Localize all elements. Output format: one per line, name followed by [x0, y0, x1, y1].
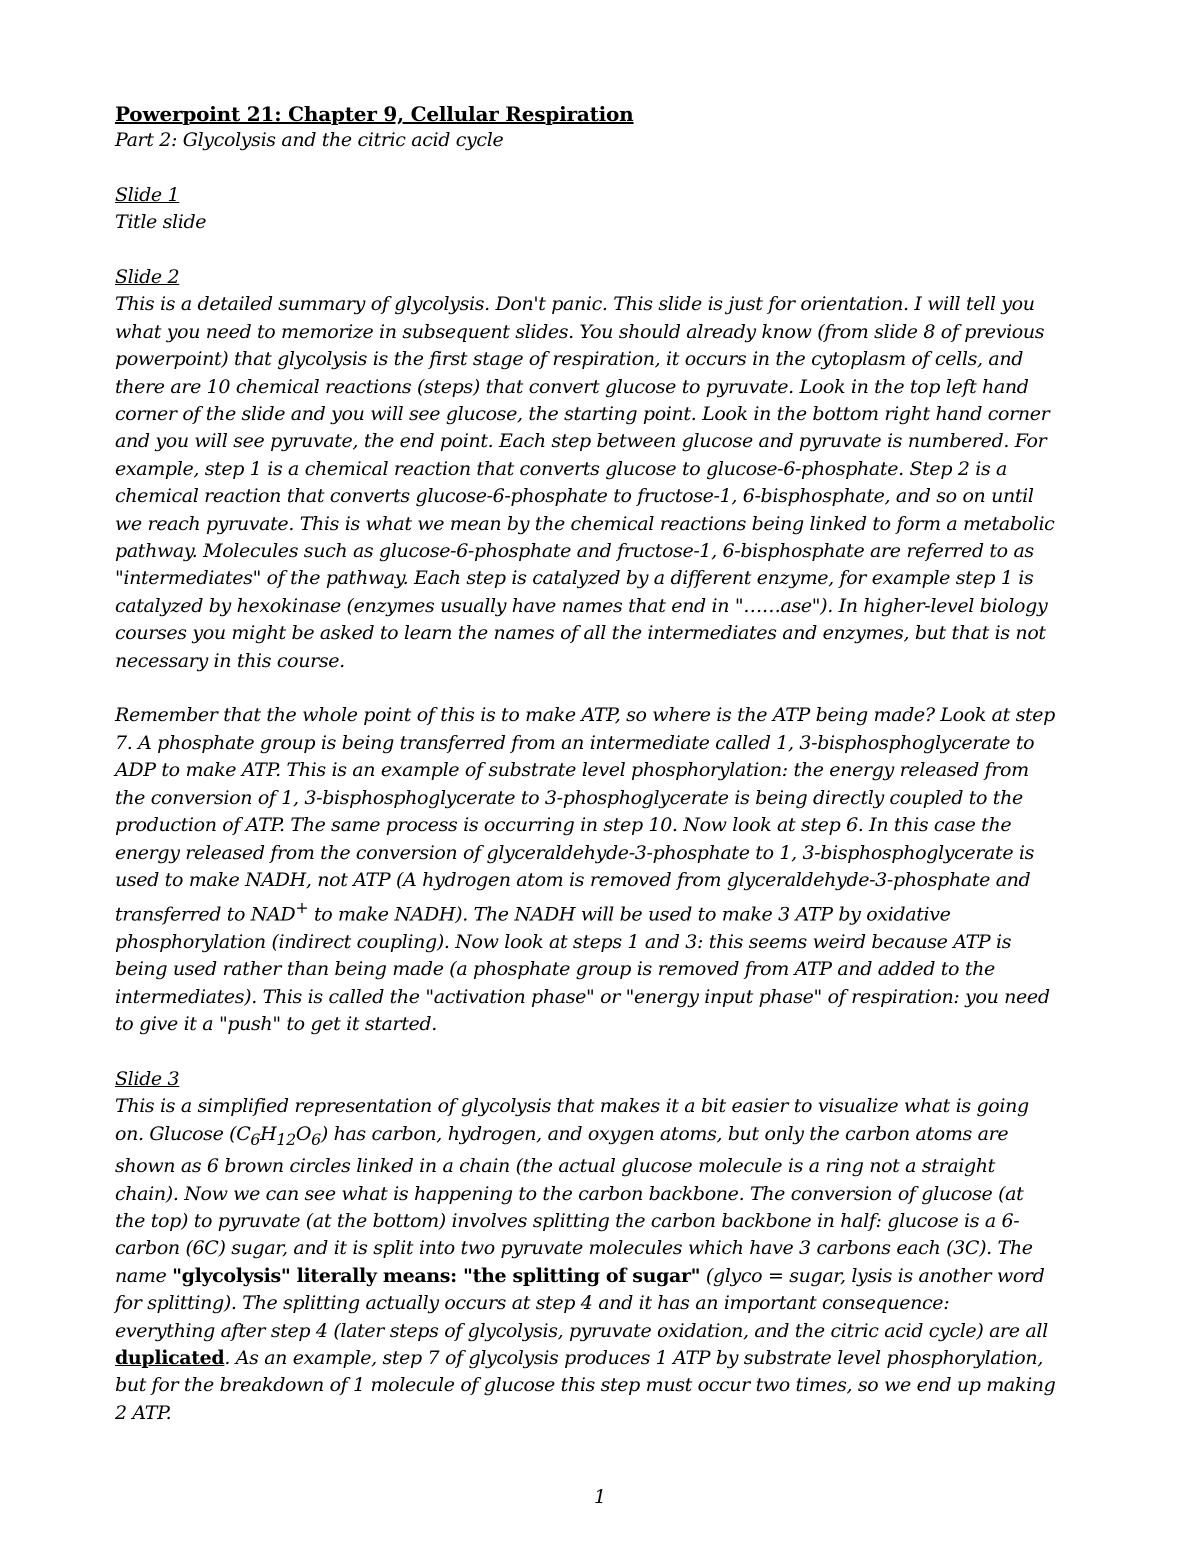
slide-2-paragraph-2 [115, 702, 1090, 1038]
slide-2-heading: Slide 2 [115, 266, 180, 288]
blank-line [115, 1039, 1090, 1066]
text-run: (glyco = sugar, lysis is another word [700, 1264, 1045, 1287]
paragraph-line: ADP to make ATP. This is an example of substrate level phosphorylation: the energy released from [115, 759, 1029, 782]
paragraph-line: phosphorylation (indirect coupling). Now look at steps 1 and 3: this seems weird because ATP is [115, 931, 1012, 954]
text-run: H [260, 1122, 277, 1145]
bold-underlined-emphasis: duplicated [115, 1346, 225, 1369]
paragraph-line: courses you might be asked to learn the names of all the intermediates and enzymes, but that is not [115, 622, 1046, 645]
paragraph-line: used to make NADH, not ATP (A hydrogen atom is removed from glyceraldehyde-3-phosphate and [115, 868, 1031, 891]
paragraph-line: This is a detailed summary of glycolysis. Don't panic. This slide is just for orientation. I will tell you [115, 293, 1035, 316]
paragraph-line: energy released from the conversion of glyceraldehyde-3-phosphate to 1, 3-bisphosphoglycerate is [115, 841, 1035, 864]
text-run: ) has carbon, hydrogen, and oxygen atoms, but only the carbon atoms are [320, 1122, 1009, 1145]
paragraph-line: pathway. Molecules such as glucose-6-phosphate and fructose-1, 6-bisphosphate are referred to as [115, 540, 1034, 563]
paragraph-line-nad [115, 894, 1090, 929]
blank-line [115, 154, 1090, 181]
text-run: on. Glucose (C [115, 1122, 251, 1145]
paragraph-line: the top) to pyruvate (at the bottom) involves splitting the carbon backbone in half: glucose is a 6- [115, 1209, 1020, 1232]
paragraph-line: what you need to memorize in subsequent slides. You should already know (from slide 8 of previous [115, 320, 1045, 343]
paragraph-line: necessary in this course. [115, 649, 345, 672]
document-page [115, 101, 1090, 1427]
paragraph-line: everything after step 4 (later steps of glycolysis, pyruvate oxidation, and the citric acid cycle) are all [115, 1319, 1048, 1342]
paragraph-line: 7. A phosphate group is being transferred from an intermediate called 1, 3-bisphosphoglycerate to [115, 731, 1035, 754]
document-title: Powerpoint 21: Chapter 9, Cellular Respiration [115, 102, 634, 126]
paragraph-line: and you will see pyruvate, the end point. Each step between glucose and pyruvate is numbered. For [115, 430, 1047, 453]
slide-3-heading: Slide 3 [115, 1068, 180, 1091]
paragraph-line: intermediates). This is called the "activation phase" or "energy input phase" of respiration: you need [115, 985, 1050, 1008]
document-subtitle: Part 2: Glycolysis and the citric acid cycle [115, 129, 504, 151]
paragraph-line: This is a simplified representation of glycolysis that makes it a bit easier to visualize what is going [115, 1095, 1029, 1118]
paragraph-line: catalyzed by hexokinase (enzymes usually have names that end in "……ase"). In higher-level biology [115, 594, 1048, 617]
slide-1-heading: Slide 1 [115, 183, 180, 206]
superscript-plus: + [295, 898, 309, 918]
paragraph-line: production of ATP. The same process is occurring in step 10. Now look at step 6. In this case the [115, 814, 1012, 837]
paragraph-line: powerpoint) that glycolysis is the first stage of respiration, it occurs in the cytoplasm of cells, and [115, 348, 1024, 371]
paragraph-line: "intermediates" of the pathway. Each step is catalyzed by a different enzyme, for example step 1 is [115, 567, 1034, 590]
paragraph-line: Remember that the whole point of this is to make ATP, so where is the ATP being made? Look at step [115, 704, 1055, 727]
paragraph-line: to give it a "push" to get it started. [115, 1013, 437, 1036]
text-run: to make NADH). The NADH will be used to make 3 ATP by oxidative [308, 903, 951, 926]
paragraph-line: we reach pyruvate. This is what we mean by the chemical reactions being linked to form a metabolic [115, 512, 1055, 535]
slide-2-paragraph-1 [115, 291, 1090, 675]
slide-1-text: Title slide [115, 211, 207, 234]
slide-3-paragraph [115, 1093, 1090, 1427]
paragraph-line: being used rather than being made (a phosphate group is removed from ATP and added to the [115, 958, 995, 981]
paragraph-line-glucose-formula [115, 1121, 1090, 1153]
paragraph-line: chain). Now we can see what is happening to the carbon backbone. The conversion of glucose (at [115, 1182, 1024, 1205]
paragraph-line: carbon (6C) sugar, and it is split into two pyruvate molecules which have 3 carbons each (3C). The [115, 1237, 1033, 1260]
text-run: O [295, 1122, 312, 1145]
paragraph-line: the conversion of 1, 3-bisphosphoglycerate to 3-phosphoglycerate is being directly coupled to the [115, 786, 1023, 809]
text-run: name [115, 1264, 173, 1287]
page-number: 1 [593, 1486, 607, 1508]
blank-line [115, 237, 1090, 264]
text-run: . As an example, step 7 of glycolysis produces 1 ATP by substrate level phosphorylation, [224, 1346, 1043, 1369]
paragraph-line: but for the breakdown of 1 molecule of glucose this step must occur two times, so we end up making [115, 1374, 1056, 1397]
subscript: 6 [311, 1129, 321, 1149]
paragraph-line-glycolysis-meaning [115, 1263, 1090, 1290]
paragraph-line: example, step 1 is a chemical reaction that converts glucose to glucose-6-phosphate. Step 2 is a [115, 457, 1008, 480]
paragraph-line: for splitting). The splitting actually occurs at step 4 and it has an important consequence: [115, 1292, 950, 1315]
paragraph-line: 2 ATP. [115, 1401, 172, 1424]
text-run: transferred to NAD [115, 903, 296, 926]
paragraph-line: chemical reaction that converts glucose-6-phosphate to fructose-1, 6-bisphosphate, and so on until [115, 485, 1034, 508]
bold-emphasis: "glycolysis" literally means: "the splitting of sugar" [172, 1264, 701, 1287]
subscript: 12 [276, 1129, 296, 1149]
subscript: 6 [250, 1129, 261, 1149]
paragraph-line: shown as 6 brown circles linked in a chain (the actual glucose molecule is a ring not a straight [115, 1155, 995, 1178]
paragraph-line: there are 10 chemical reactions (steps) that convert glucose to pyruvate. Look in the top left hand [115, 375, 1029, 398]
blank-line [115, 675, 1090, 702]
paragraph-line: corner of the slide and you will see glucose, the starting point. Look in the bottom right hand corner [115, 403, 1050, 426]
paragraph-line-duplicated [115, 1345, 1090, 1372]
